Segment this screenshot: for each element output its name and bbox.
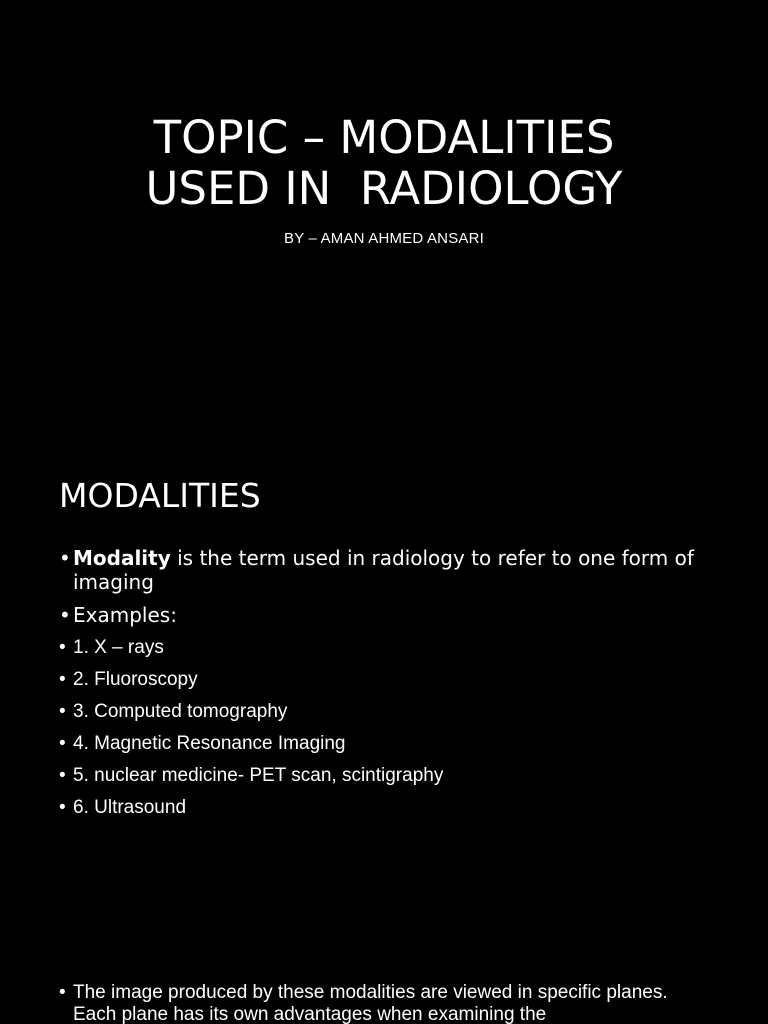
example-item-text: 6. Ultrasound <box>73 797 187 818</box>
example-item-text: 5. nuclear medicine- PET scan, scintigraphy <box>73 765 444 786</box>
definition-text: is the term used in radiology to refer to one form of imaging <box>73 546 694 594</box>
bullet-dot: • <box>59 797 66 818</box>
bullet-dot: • <box>59 982 66 1003</box>
list-item <box>59 796 709 820</box>
bullet-dot: • <box>59 546 71 570</box>
definition-term: Modality <box>73 546 171 570</box>
planes-text: The image produced by these modalities are viewed in specific planes. Each plane has its own advantages when examining the <box>73 982 668 1024</box>
bullet-dot: • <box>59 637 66 658</box>
bullet-dot: • <box>59 765 66 786</box>
slide-title-line-1: TOPIC – MODALITIES <box>153 111 615 164</box>
bullet-dot: • <box>59 603 71 627</box>
list-item <box>59 732 709 756</box>
list-item-examples <box>59 603 709 627</box>
title-slide <box>0 0 768 432</box>
planes-slide <box>0 864 768 1024</box>
bullet-list <box>59 982 709 1024</box>
author-subtitle: BY – AMAN AHMED ANSARI <box>283 230 485 247</box>
example-item-text: 2. Fluoroscopy <box>73 669 198 690</box>
example-item-text: 3. Computed tomography <box>73 701 288 722</box>
modalities-slide <box>0 432 768 864</box>
bullet-list <box>59 546 709 828</box>
list-item <box>59 636 709 660</box>
slide-title-line-2: USED IN RADIOLOGY <box>145 162 623 215</box>
example-item-text: 4. Magnetic Resonance Imaging <box>73 733 346 754</box>
list-item-definition <box>59 546 709 594</box>
bullet-dot: • <box>59 669 66 690</box>
examples-label: Examples: <box>73 603 177 627</box>
slide-title <box>0 112 768 214</box>
list-item <box>59 668 709 692</box>
bullet-dot: • <box>59 701 66 722</box>
section-heading: MODALITIES <box>59 476 261 515</box>
bullet-dot: • <box>59 733 66 754</box>
list-item <box>59 764 709 788</box>
list-item <box>59 700 709 724</box>
list-item <box>59 982 709 1024</box>
example-item-text: 1. X – rays <box>73 637 164 658</box>
